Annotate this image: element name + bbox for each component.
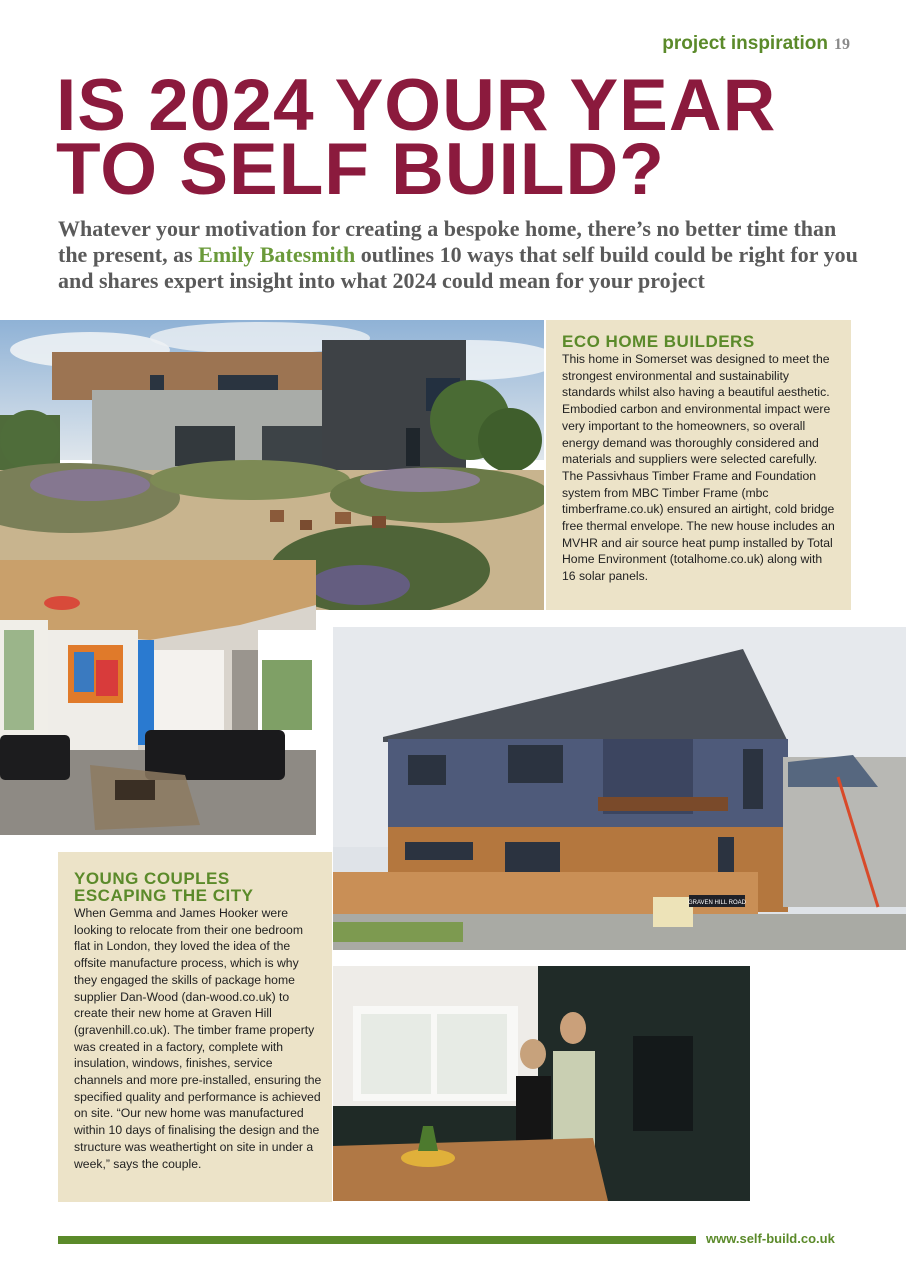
street-sign: GRAVEN HILL ROAD [687, 900, 747, 906]
photo-graven-hill-house [333, 627, 906, 950]
photo-kitchen-couple [333, 966, 750, 1201]
photo-living-room-interior [0, 560, 316, 835]
author-name: Emily Batesmith [198, 242, 356, 267]
eco-box-heading: ECO HOME BUILDERS [562, 332, 755, 351]
young-box-heading [74, 870, 322, 904]
footer-website-url: www.self-build.co.uk [706, 1231, 835, 1246]
footer-bar [58, 1236, 696, 1244]
title-line-1: IS 2024 YOUR YEAR [56, 65, 777, 146]
standfirst [58, 216, 868, 294]
standfirst-text-after: outlines 10 ways that self build could be right for you and shares expert insight into what 2024 could mean for your project [58, 242, 858, 293]
title-line-2: TO SELF BUILD? [56, 129, 665, 210]
page-title [56, 65, 876, 210]
young-box-heading-line-1: YOUNG COUPLES [74, 869, 230, 888]
page-number: 19 [834, 36, 850, 53]
young-box-body: When Gemma and James Hooker were looking to relocate from their one bedroom flat in London, they loved the idea of the offsite manufacture process, which is why they engaged the skills of package home supplier Dan-Wood (dan-wood.co.uk) to create their new home at Graven Hill (gravenhill.co.uk). The timber frame property was created in a factory, complete with insulation, windows, finishes, service channels and more pre-installed, ensuring the specified quality and performance is achieved on site. “Our new home was manufactured within 10 days of finalising the design and the structure was weathertight on site in under a week,” says the couple. [74, 906, 322, 1171]
young-couples-box [58, 852, 332, 1202]
eco-box-body: This home in Somerset was designed to meet the strongest environmental and sustainability standards whilst also having a beautiful aesthetic. Embodied carbon and environmental impact were very important to the homeowners, so overall energy demand was thoroughly considered and materials and suppliers were selected carefully. The Passivhaus Timber Frame and Foundation system from MBC Timber Frame (mbc timberframe.co.uk) ensured an airtight, cold bridge free thermal envelope. The new house includes an MVHR and air source heat pump installed by Total Home Environment (totalhome.co.uk) along with 16 solar panels. [562, 352, 835, 584]
eco-home-builders-box [546, 320, 851, 610]
section-label: project inspiration [662, 33, 828, 54]
section-header [662, 33, 850, 55]
young-box-heading-line-2: ESCAPING THE CITY [74, 886, 254, 905]
standfirst-text-before: Whatever your motivation for creating a bespoke home, there’s no better time than the present, as [58, 216, 837, 267]
